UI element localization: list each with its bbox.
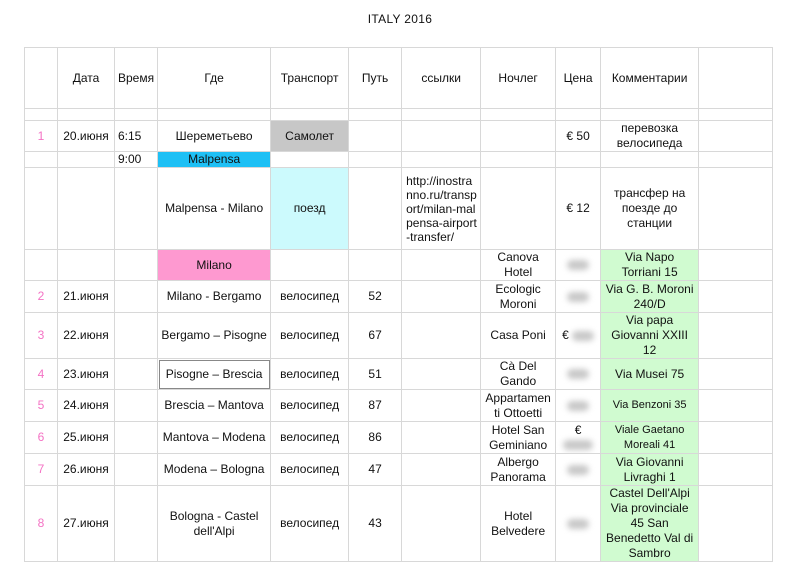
row-number[interactable] xyxy=(25,152,58,168)
table-row xyxy=(25,281,773,313)
table-row xyxy=(25,313,773,359)
lodging-cell[interactable] xyxy=(481,152,556,168)
header-comments[interactable]: Комментарии xyxy=(601,48,699,109)
price-cell[interactable] xyxy=(556,250,601,281)
price-cell[interactable] xyxy=(556,486,601,562)
table-cell[interactable] xyxy=(699,454,773,486)
table-cell[interactable] xyxy=(699,390,773,422)
table-row xyxy=(25,359,773,390)
table-cell[interactable] xyxy=(58,109,115,121)
time-cell[interactable] xyxy=(115,422,158,454)
header-transport[interactable]: Транспорт xyxy=(271,48,349,109)
transport-cell[interactable]: велосипед xyxy=(271,486,349,562)
where-cell[interactable]: Mantova – Modena xyxy=(158,422,271,454)
time-cell[interactable]: 9:00 xyxy=(115,152,158,168)
row-number[interactable]: 2 xyxy=(25,281,58,313)
where-cell-selected[interactable]: Pisogne – Brescia xyxy=(158,359,271,390)
price-cell[interactable] xyxy=(556,422,601,454)
comment-cell[interactable]: Castel Dell'Alpi Via provinciale 45 San Benedetto Val di Sambro xyxy=(601,486,699,562)
comment-cell[interactable]: Via Musei 75 xyxy=(601,359,699,390)
time-cell[interactable]: 6:15 xyxy=(115,121,158,152)
price-cell[interactable] xyxy=(556,281,601,313)
comment-cell[interactable]: трансфер на поезде до станции xyxy=(601,168,699,250)
distance-cell[interactable]: 86 xyxy=(349,422,402,454)
distance-cell[interactable] xyxy=(349,121,402,152)
comment-cell[interactable]: Via papa Giovanni XXIII 12 xyxy=(601,313,699,359)
transport-cell[interactable]: велосипед xyxy=(271,422,349,454)
link-cell[interactable] xyxy=(402,250,481,281)
table-cell[interactable] xyxy=(601,109,699,121)
row-number[interactable]: 3 xyxy=(25,313,58,359)
spacer-row xyxy=(25,109,773,121)
table-cell[interactable] xyxy=(25,109,58,121)
distance-cell[interactable] xyxy=(349,168,402,250)
table-row xyxy=(25,486,773,562)
row-number[interactable]: 1 xyxy=(25,121,58,152)
header-time[interactable]: Время xyxy=(115,48,158,109)
lodging-cell[interactable]: Hotel Belvedere xyxy=(481,486,556,562)
table-cell[interactable] xyxy=(699,486,773,562)
lodging-cell[interactable]: Casa Poni xyxy=(481,313,556,359)
where-cell[interactable]: Bergamo – Pisogne xyxy=(158,313,271,359)
price-cell[interactable] xyxy=(556,359,601,390)
link-cell[interactable] xyxy=(402,454,481,486)
table-cell[interactable] xyxy=(349,109,402,121)
where-cell[interactable]: Modena – Bologna xyxy=(158,454,271,486)
link-cell[interactable] xyxy=(402,121,481,152)
header-where[interactable]: Где xyxy=(158,48,271,109)
where-cell[interactable]: Bologna - Castel dell'Alpi xyxy=(158,486,271,562)
price-cell[interactable] xyxy=(556,454,601,486)
row-number[interactable]: 8 xyxy=(25,486,58,562)
table-row xyxy=(25,454,773,486)
where-cell[interactable]: Malpensa - Milano xyxy=(158,168,271,250)
sheet-title: ITALY 2016 xyxy=(367,12,433,26)
table-cell[interactable] xyxy=(699,121,773,152)
redacted-price xyxy=(567,465,589,475)
time-cell[interactable] xyxy=(115,390,158,422)
link-cell[interactable]: http://inostranno.ru/transport/milan-malpensa-airport-transfer/ xyxy=(402,168,481,250)
price-cell[interactable]: € 12 xyxy=(556,168,601,250)
table-cell[interactable] xyxy=(115,109,158,121)
date-cell[interactable]: 23.июня xyxy=(58,359,115,390)
row-number[interactable]: 6 xyxy=(25,422,58,454)
comment-cell[interactable]: Viale Gaetano Moreali 41 xyxy=(601,422,699,454)
time-cell[interactable] xyxy=(115,313,158,359)
row-number[interactable]: 5 xyxy=(25,390,58,422)
table-row xyxy=(25,390,773,422)
distance-cell[interactable]: 47 xyxy=(349,454,402,486)
where-cell[interactable]: Milano - Bergamo xyxy=(158,281,271,313)
link-cell[interactable] xyxy=(402,422,481,454)
lodging-cell[interactable]: Ecologic Moroni xyxy=(481,281,556,313)
transport-cell[interactable]: велосипед xyxy=(271,359,349,390)
transport-cell[interactable] xyxy=(271,250,349,281)
lodging-cell[interactable]: Appartamenti Ottoetti xyxy=(481,390,556,422)
transport-cell[interactable]: велосипед xyxy=(271,454,349,486)
header-date[interactable]: Дата xyxy=(58,48,115,109)
date-cell[interactable]: 20.июня xyxy=(58,121,115,152)
table-cell[interactable] xyxy=(158,109,271,121)
distance-cell[interactable]: 52 xyxy=(349,281,402,313)
table-row xyxy=(25,250,773,281)
link-cell[interactable] xyxy=(402,152,481,168)
price-currency: € xyxy=(562,328,569,342)
date-cell[interactable]: 22.июня xyxy=(58,313,115,359)
transport-cell[interactable]: поезд xyxy=(271,168,349,250)
time-cell[interactable] xyxy=(115,359,158,390)
header-row xyxy=(25,48,773,109)
distance-cell[interactable]: 87 xyxy=(349,390,402,422)
transport-cell[interactable]: велосипед xyxy=(271,313,349,359)
date-cell[interactable] xyxy=(58,250,115,281)
transport-cell[interactable]: Самолет xyxy=(271,121,349,152)
redacted-price xyxy=(567,369,589,379)
link-cell[interactable] xyxy=(402,486,481,562)
lodging-cell[interactable] xyxy=(481,168,556,250)
price-cell[interactable]: € 50 xyxy=(556,121,601,152)
distance-cell[interactable] xyxy=(349,250,402,281)
time-cell[interactable] xyxy=(115,454,158,486)
comment-cell[interactable] xyxy=(601,152,699,168)
transport-cell[interactable]: велосипед xyxy=(271,390,349,422)
distance-cell[interactable]: 43 xyxy=(349,486,402,562)
table-row xyxy=(25,168,773,250)
distance-cell[interactable]: 67 xyxy=(349,313,402,359)
where-cell[interactable]: Milano xyxy=(158,250,271,281)
header-cell-num[interactable] xyxy=(25,48,58,109)
date-cell[interactable]: 27.июня xyxy=(58,486,115,562)
row-number[interactable] xyxy=(25,168,58,250)
transport-cell[interactable]: велосипед xyxy=(271,281,349,313)
comment-cell[interactable]: Via Benzoni 35 xyxy=(601,390,699,422)
distance-cell[interactable] xyxy=(349,152,402,168)
redacted-price xyxy=(567,292,589,302)
price-cell[interactable] xyxy=(556,152,601,168)
link-cell[interactable] xyxy=(402,390,481,422)
lodging-cell[interactable]: Albergo Panorama xyxy=(481,454,556,486)
redacted-price xyxy=(572,331,594,341)
redacted-price xyxy=(567,260,589,270)
date-cell[interactable] xyxy=(58,152,115,168)
table-cell[interactable] xyxy=(481,109,556,121)
table-cell[interactable] xyxy=(699,109,773,121)
price-currency: € xyxy=(574,422,582,437)
time-cell[interactable] xyxy=(115,281,158,313)
where-cell[interactable]: Brescia – Mantova xyxy=(158,390,271,422)
lodging-cell[interactable]: Canova Hotel xyxy=(481,250,556,281)
table-cell[interactable] xyxy=(699,152,773,168)
row-number[interactable]: 4 xyxy=(25,359,58,390)
time-cell[interactable] xyxy=(115,168,158,250)
lodging-cell[interactable]: Hotel San Geminiano xyxy=(481,422,556,454)
where-cell[interactable]: Шереметьево xyxy=(158,121,271,152)
row-number[interactable] xyxy=(25,250,58,281)
header-links[interactable]: ссылки xyxy=(402,48,481,109)
date-cell[interactable]: 21.июня xyxy=(58,281,115,313)
redacted-price xyxy=(567,519,589,529)
transport-cell[interactable] xyxy=(271,152,349,168)
price-cell[interactable] xyxy=(556,390,601,422)
table-row xyxy=(25,152,773,168)
redacted-price xyxy=(563,440,593,450)
time-cell[interactable] xyxy=(115,486,158,562)
comment-cell[interactable]: Via Giovanni Livraghi 1 xyxy=(601,454,699,486)
table-cell[interactable] xyxy=(271,109,349,121)
header-empty[interactable] xyxy=(699,48,773,109)
date-cell[interactable]: 25.июня xyxy=(58,422,115,454)
lodging-cell[interactable]: Cà Del Gando xyxy=(481,359,556,390)
header-lodging[interactable]: Ночлег xyxy=(481,48,556,109)
itinerary-table xyxy=(24,47,773,562)
time-cell[interactable] xyxy=(115,250,158,281)
table-cell[interactable] xyxy=(699,168,773,250)
date-cell[interactable]: 26.июня xyxy=(58,454,115,486)
comment-cell[interactable]: перевозка велосипеда xyxy=(601,121,699,152)
table-cell[interactable] xyxy=(699,359,773,390)
date-cell[interactable] xyxy=(58,168,115,250)
where-cell[interactable]: Malpensa xyxy=(158,152,271,168)
link-cell[interactable] xyxy=(402,313,481,359)
table-cell[interactable] xyxy=(699,313,773,359)
table-row xyxy=(25,121,773,152)
lodging-cell[interactable] xyxy=(481,121,556,152)
table-cell[interactable] xyxy=(699,422,773,454)
table-cell[interactable] xyxy=(699,250,773,281)
header-distance[interactable]: Путь xyxy=(349,48,402,109)
header-price[interactable]: Цена xyxy=(556,48,601,109)
price-cell[interactable] xyxy=(556,313,601,359)
link-cell[interactable] xyxy=(402,281,481,313)
table-cell[interactable] xyxy=(402,109,481,121)
distance-cell[interactable]: 51 xyxy=(349,359,402,390)
table-cell[interactable] xyxy=(699,281,773,313)
comment-cell[interactable]: Via G. B. Moroni 240/D xyxy=(601,281,699,313)
link-cell[interactable] xyxy=(402,359,481,390)
redacted-price xyxy=(567,401,589,411)
date-cell[interactable]: 24.июня xyxy=(58,390,115,422)
table-cell[interactable] xyxy=(556,109,601,121)
table-row xyxy=(25,422,773,454)
comment-cell[interactable]: Via Napo Torriani 15 xyxy=(601,250,699,281)
row-number[interactable]: 7 xyxy=(25,454,58,486)
